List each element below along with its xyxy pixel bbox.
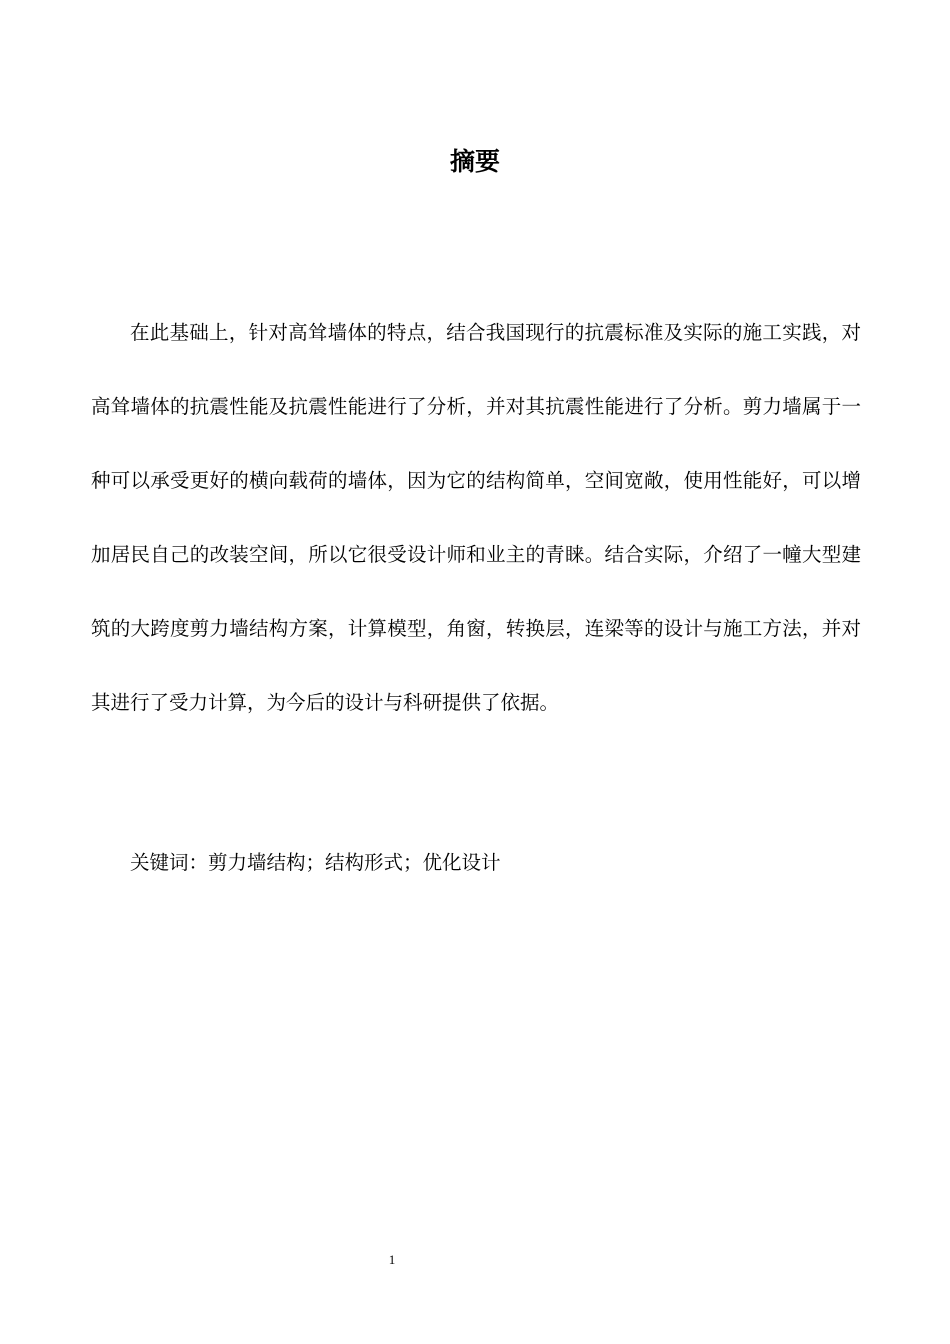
keywords-line: [130, 846, 501, 880]
page-number: 1: [388, 1252, 396, 1267]
keywords-text: 剪力墙结构；结构形式；优化设计: [208, 851, 501, 874]
keywords-label: 关键词：: [130, 851, 209, 874]
abstract-body: 在此基础上，针对高耸墙体的特点，结合我国现行的抗震标准及实际的施工实践，对高耸墙体的抗震性能及抗震性能进行了分析，并对其抗震性能进行了分析。剪力墙属于一种可以承受更好的横向载荷的墙体，因为它的结构简单，空间宽敞，使用性能好，可以增加居民自己的改装空间，所以它很受设计师和业主的青睐。结合实际，介绍了一幢大型建筑的大跨度剪力墙结构方案，计算模型，角窗，转换层，连梁等的设计与施工方法，并对其进行了受力计算，为今后的设计与科研提供了依据。: [91, 321, 861, 714]
abstract-title: 摘要: [449, 147, 500, 176]
